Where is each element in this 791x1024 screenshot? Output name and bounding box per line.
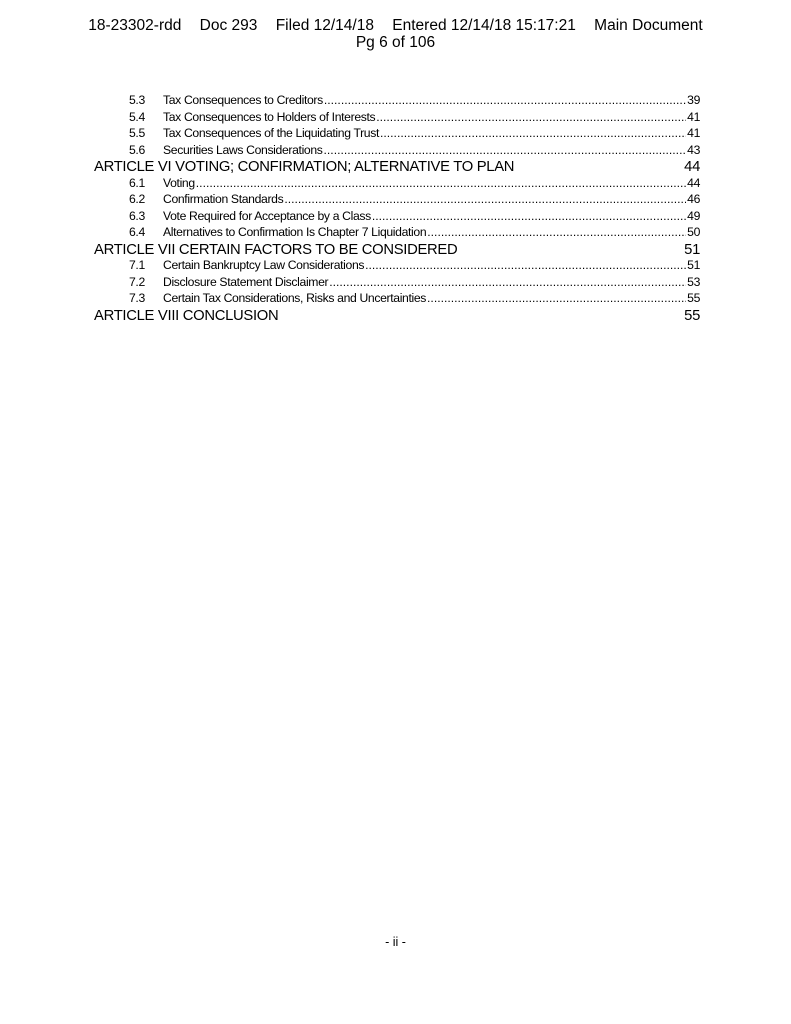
dot-leader (372, 209, 686, 223)
toc-article-vii (94, 242, 700, 259)
toc-entry-5-3 (94, 93, 700, 110)
dot-leader (380, 126, 686, 140)
toc-section-title: Tax Consequences of the Liquidating Trust (163, 126, 380, 140)
toc-entry-5-4 (94, 110, 700, 127)
filed-date: Filed 12/14/18 (275, 17, 374, 34)
toc-section-number: 7.1 (129, 258, 145, 272)
dot-leader (365, 258, 686, 272)
toc-page-number: 44 (687, 175, 700, 190)
entered-date: Entered 12/14/18 15:17:21 (392, 17, 576, 34)
toc-page-number: 41 (687, 126, 700, 140)
dot-leader (376, 110, 686, 124)
toc-section-title: Vote Required for Acceptance by a Class (163, 208, 371, 223)
table-of-contents (94, 93, 700, 324)
toc-article-title: ARTICLE VI VOTING; CONFIRMATION; ALTERNATIVE TO PLAN (94, 159, 515, 175)
toc-entry-6-1 (94, 176, 700, 193)
toc-section-title: Certain Bankruptcy Law Considerations (163, 258, 365, 272)
toc-entry-7-2 (94, 275, 700, 292)
dot-leader (324, 93, 686, 107)
toc-page-number: 51 (687, 258, 700, 272)
toc-page-number: 50 (687, 225, 700, 239)
toc-section-number: 5.6 (129, 142, 145, 157)
toc-article-title: ARTICLE VIII CONCLUSION (94, 307, 279, 324)
dot-leader (329, 275, 686, 289)
toc-section-number: 7.2 (129, 274, 145, 289)
toc-page-number: 41 (687, 109, 700, 124)
toc-page-number: 49 (687, 208, 700, 223)
toc-section-number: 5.5 (129, 126, 145, 140)
toc-page-number: 55 (684, 307, 700, 324)
dot-leader (196, 176, 686, 190)
toc-page-number: 46 (687, 192, 700, 206)
doc-number: Doc 293 (199, 17, 258, 34)
toc-entry-5-6 (94, 143, 700, 160)
toc-article-vi (94, 159, 700, 176)
filing-header-line (0, 17, 791, 34)
toc-section-number: 5.3 (129, 93, 145, 107)
dot-leader (324, 143, 687, 157)
toc-section-number: 6.1 (129, 175, 145, 190)
toc-article-viii (94, 308, 700, 325)
toc-page-number: 39 (687, 93, 700, 107)
toc-section-title: Confirmation Standards (163, 192, 284, 206)
toc-page-number: 51 (684, 241, 700, 258)
toc-section-number: 6.4 (129, 225, 145, 239)
toc-page-number: 53 (687, 274, 700, 289)
toc-section-title: Certain Tax Considerations, Risks and Uncertainties (163, 291, 427, 305)
page-count: Pg 6 of 106 (355, 34, 436, 51)
toc-entry-7-1 (94, 258, 700, 275)
toc-section-title: Tax Consequences to Holders of Interests (163, 109, 376, 124)
toc-section-title: Voting (163, 175, 195, 190)
toc-entry-5-5 (94, 126, 700, 143)
toc-section-number: 6.2 (129, 192, 145, 206)
toc-section-title: Disclosure Statement Disclaimer (163, 274, 329, 289)
toc-entry-6-3 (94, 209, 700, 226)
toc-section-title: Alternatives to Confirmation Is Chapter 7 Liquidation (163, 225, 427, 239)
filing-header (0, 17, 791, 51)
dot-leader (427, 291, 686, 305)
toc-section-number: 7.3 (129, 291, 145, 305)
dot-leader (427, 225, 686, 239)
toc-section-number: 6.3 (129, 208, 145, 223)
toc-entry-7-3 (94, 291, 700, 308)
toc-entry-6-4 (94, 225, 700, 242)
toc-section-title: Securities Laws Considerations (163, 142, 323, 157)
toc-page-number: 55 (687, 291, 700, 305)
main-document-label: Main Document (594, 17, 703, 34)
toc-article-title: ARTICLE VII CERTAIN FACTORS TO BE CONSIDERED (94, 241, 458, 258)
toc-entry-6-2 (94, 192, 700, 209)
toc-page-number: 44 (684, 159, 700, 175)
toc-page-number: 43 (687, 142, 700, 157)
dot-leader (284, 192, 686, 206)
page-footer-number: - ii - (385, 935, 406, 949)
case-number: 18-23302-rdd (88, 17, 182, 34)
toc-section-number: 5.4 (129, 109, 145, 124)
toc-section-title: Tax Consequences to Creditors (163, 93, 323, 107)
